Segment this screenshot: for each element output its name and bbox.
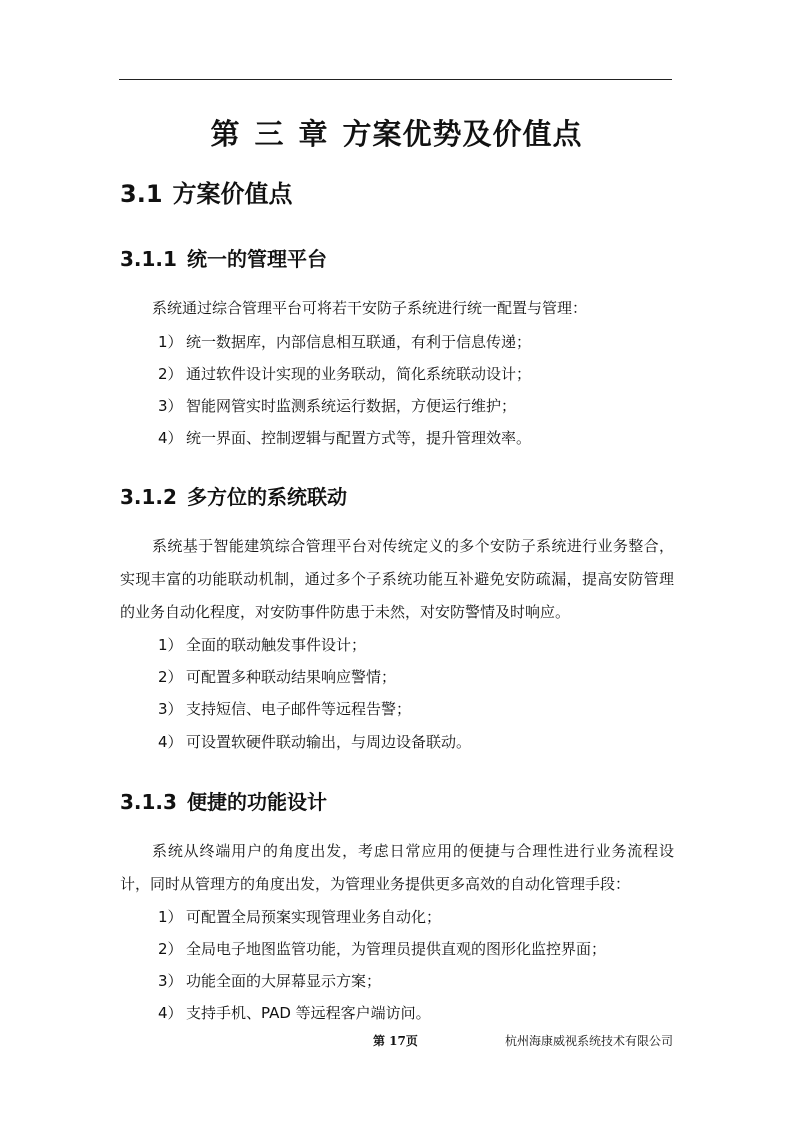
list-item-number: 2） <box>158 668 183 686</box>
list-item-number: 1） <box>158 333 183 351</box>
subsection-heading-3 <box>120 788 327 816</box>
chapter-label-3: 章 <box>298 117 329 151</box>
list-item <box>158 970 381 992</box>
list-item <box>158 906 441 928</box>
company-name: 杭州海康威视系统技术有限公司 <box>505 1034 674 1048</box>
list-item-number: 1） <box>158 908 183 926</box>
list-item-number: 4） <box>158 429 183 447</box>
list-item-number: 2） <box>158 940 183 958</box>
section-heading <box>120 178 293 210</box>
list-item-number: 4） <box>158 1004 183 1022</box>
header-rule <box>119 79 672 80</box>
list-item-number: 2） <box>158 365 183 383</box>
subsection-intro-1: 系统通过综合管理平台可将若干安防子系统进行统一配置与管理： <box>152 299 588 317</box>
section-number: 3.1 <box>120 180 163 208</box>
list-item <box>158 331 531 353</box>
subsection-heading-2 <box>120 483 347 511</box>
list-item-number: 3） <box>158 397 183 415</box>
chapter-title <box>0 114 793 154</box>
subsection-intro-2: 系统基于智能建筑综合管理平台对传统定义的多个安防子系统进行业务整合，实现丰富的功能联动机制，通过多个子系统功能互补避免安防疏漏，提高安防管理的业务自动化程度，对安防事件防患于未然，对安防警情及时响应。 <box>120 537 674 621</box>
subsection-title: 便捷的功能设计 <box>186 790 327 814</box>
list-item-text: 支持手机、PAD 等远程客户端访问。 <box>186 1004 431 1022</box>
list-item-text: 支持短信、电子邮件等远程告警； <box>186 700 412 718</box>
list-item-number: 4） <box>158 733 183 751</box>
page-number: 第 17页 <box>373 1034 418 1048</box>
list-item <box>158 363 531 385</box>
list-item-text: 全面的联动触发事件设计； <box>186 636 367 654</box>
subsection-number: 3.1.2 <box>120 485 177 509</box>
list-item <box>158 666 396 688</box>
list-item-number: 1） <box>158 636 183 654</box>
list-item <box>158 427 531 449</box>
list-item-text: 通过软件设计实现的业务联动，简化系统联动设计； <box>186 365 532 383</box>
subsection-intro-3: 系统从终端用户的角度出发，考虑日常应用的便捷与合理性进行业务流程设计，同时从管理方的角度出发，为管理业务提供更多高效的自动化管理手段： <box>120 842 674 893</box>
list-item-text: 统一数据库，内部信息相互联通，有利于信息传递； <box>186 333 532 351</box>
list-item-number: 3） <box>158 972 183 990</box>
subsection-title: 统一的管理平台 <box>186 247 327 271</box>
list-item-text: 功能全面的大屏幕显示方案； <box>186 972 382 990</box>
chapter-label-2: 三 <box>254 117 285 151</box>
list-item-text: 全局电子地图监管功能，为管理员提供直观的图形化监控界面； <box>186 940 607 958</box>
chapter-label-1: 第 <box>210 117 241 151</box>
subsection-number: 3.1.1 <box>120 247 177 271</box>
subsection-heading-1 <box>120 245 327 273</box>
list-item-number: 3） <box>158 700 183 718</box>
list-item <box>158 938 606 960</box>
list-item <box>158 395 516 417</box>
list-item-text: 统一界面、控制逻辑与配置方式等，提升管理效率。 <box>186 429 532 447</box>
subsection-title: 多方位的系统联动 <box>186 485 347 509</box>
subsection-number: 3.1.3 <box>120 790 177 814</box>
list-item <box>158 634 366 656</box>
list-item <box>158 698 411 720</box>
list-item-text: 可配置多种联动结果响应警情； <box>186 668 397 686</box>
list-item-text: 可设置软硬件联动输出，与周边设备联动。 <box>186 733 472 751</box>
chapter-title-text: 方案优势及价值点 <box>342 117 583 151</box>
list-item-text: 可配置全局预案实现管理业务自动化； <box>186 908 442 926</box>
section-title: 方案价值点 <box>172 180 293 208</box>
list-item-text: 智能网管实时监测系统运行数据，方便运行维护； <box>186 397 517 415</box>
list-item <box>158 731 471 753</box>
list-item <box>158 1002 431 1024</box>
